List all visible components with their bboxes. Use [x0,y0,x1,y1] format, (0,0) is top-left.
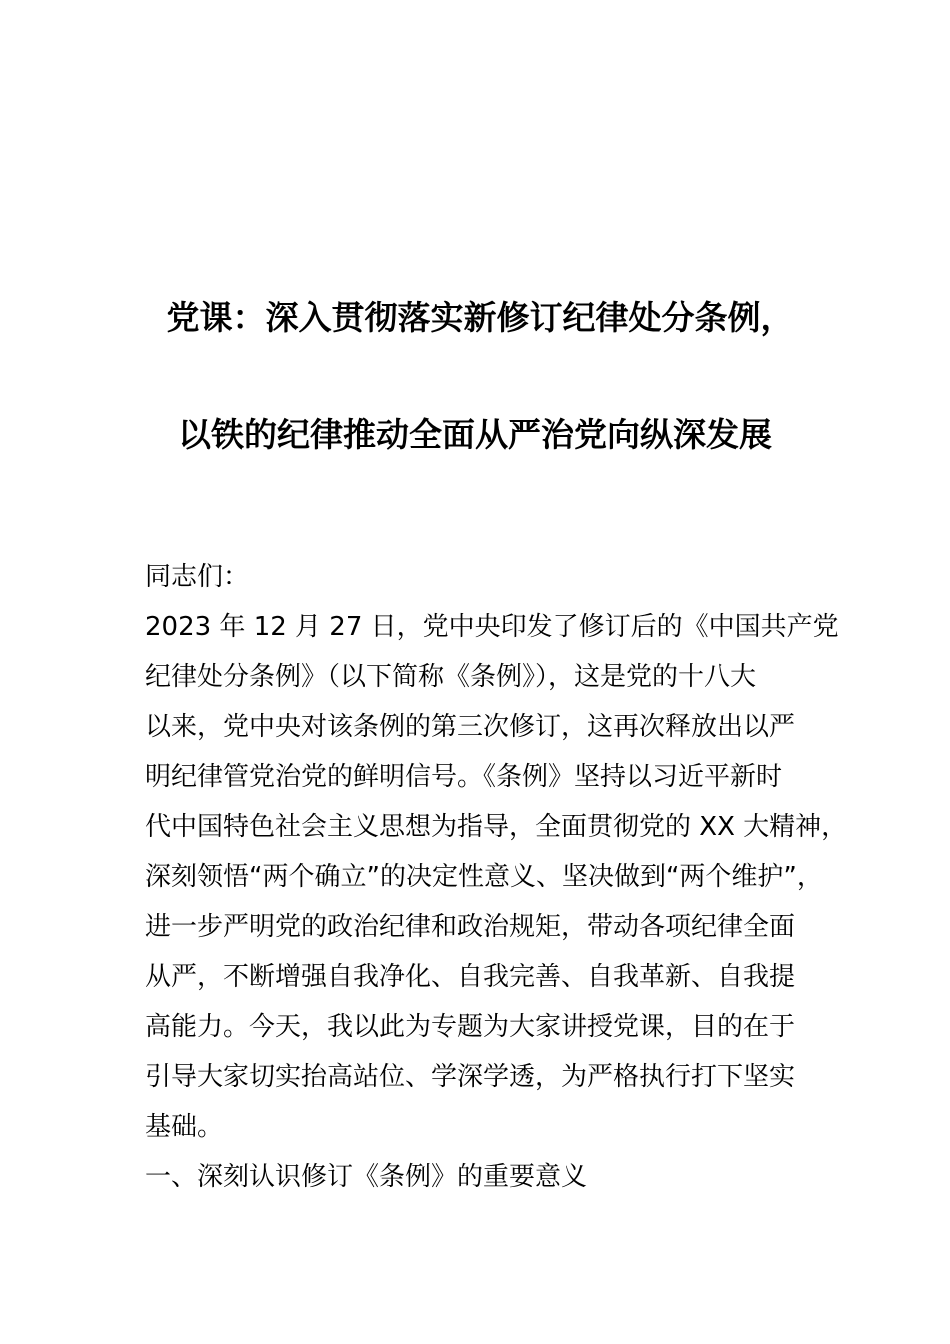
paragraph-line: 明纪律管党治党的鲜明信号。《条例》坚持以习近平新时 [145,762,783,792]
paragraph-line: 基础。 [145,1112,224,1142]
document-title-line-2: 以铁的纪律推动全面从严治党向纵深发展 [178,415,772,454]
paragraph-line: 高能力。今天，我以此为专题为大家讲授党课，目的在于 [145,1012,796,1042]
paragraph-line: 从严，不断增强自我净化、自我完善、自我革新、自我提 [145,962,796,992]
document-body [145,552,848,1202]
paragraph-line: 代中国特色社会主义思想为指导，全面贯彻党的 XX 大精神， [145,812,848,842]
intro-paragraph [145,602,848,1152]
section-heading [145,1152,835,1202]
salutation [145,552,835,602]
paragraph-line: 深刻领悟“两个确立”的决定性意义、坚决做到“两个维护”， [145,862,823,892]
paragraph-line: 引导大家切实抬高站位、学深学透，为严格执行打下坚实 [145,1062,796,1092]
section-heading-text: 一、深刻认识修订《条例》的重要意义 [145,1162,588,1192]
paragraph-line: 2023 年 12 月 27 日，党中央印发了修订后的《中国共产党 [145,612,839,642]
paragraph-line: 进一步严明党的政治纪律和政治规矩，带动各项纪律全面 [145,912,796,942]
salutation-text: 同志们： [145,562,250,592]
paragraph-line: 以来，党中央对该条例的第三次修订，这再次释放出以严 [145,712,796,742]
document-title-line-1: 党课：深入贯彻落实新修订纪律处分条例， [166,298,794,337]
paragraph-line: 纪律处分条例》（以下简称《条例》），这是党的十八大 [145,662,757,692]
